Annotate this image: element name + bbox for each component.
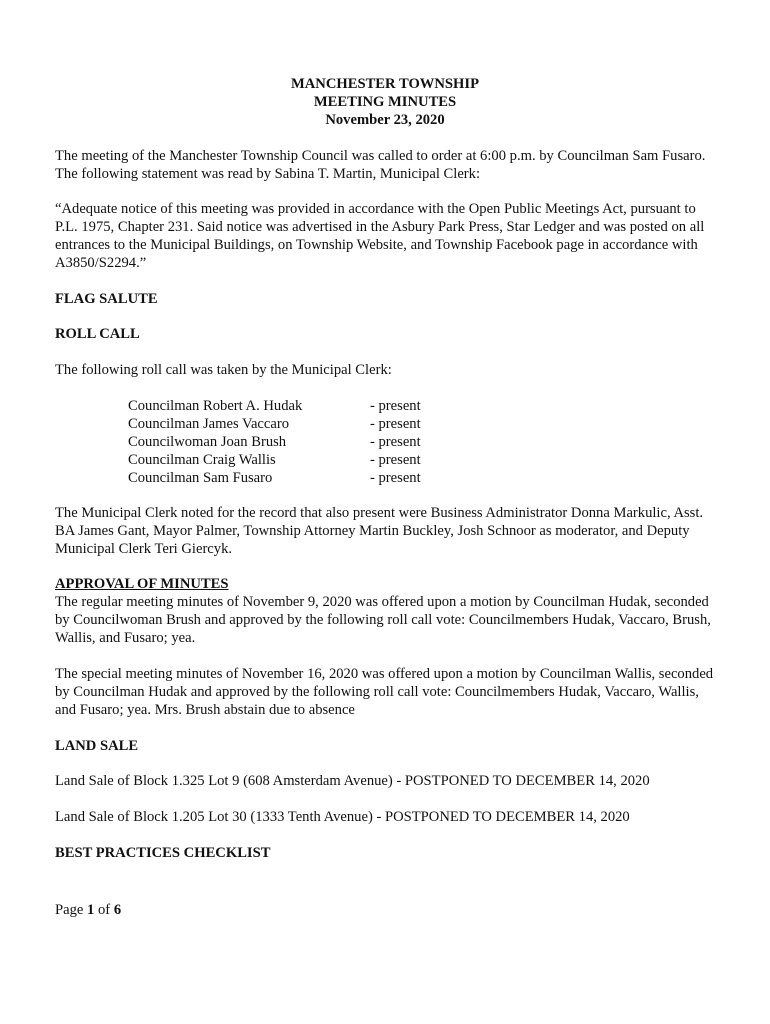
member-status: - present xyxy=(370,452,421,468)
best-practices-heading: BEST PRACTICES CHECKLIST xyxy=(55,845,271,861)
land-sale-heading: LAND SALE xyxy=(55,738,139,754)
page-footer xyxy=(55,901,121,919)
approval-paragraph-2: The special meeting minutes of November 16, 2020 was offered upon a motion by Councilman Wallis, seconded by Councilman Hudak and approved by the following roll call vote: Councilmembers Hudak, Vaccaro, Wallis, and Fusaro; yea. Mrs. Brush abstain due to absence xyxy=(55,666,714,718)
footer-page-total: 6 xyxy=(113,902,122,918)
footer-of-word: of xyxy=(97,902,111,918)
footer-page-number: 1 xyxy=(87,902,95,918)
roll-call-intro: The following roll call was taken by the Municipal Clerk: xyxy=(55,362,392,378)
footer-page-word: Page xyxy=(55,902,84,918)
roll-call-heading: ROLL CALL xyxy=(55,326,140,342)
roll-call-row xyxy=(128,397,448,415)
document-header xyxy=(55,75,715,129)
roll-call-row xyxy=(128,433,448,451)
member-name: Councilman Craig Wallis xyxy=(128,452,276,468)
header-township: MANCHESTER TOWNSHIP xyxy=(290,76,479,92)
land-sale-item-1: Land Sale of Block 1.325 Lot 9 (608 Amsterdam Avenue) - POSTPONED TO DECEMBER 14, 2020 xyxy=(55,773,650,789)
member-status: - present xyxy=(370,470,421,486)
member-status: - present xyxy=(370,434,421,450)
member-name: Councilman Sam Fusaro xyxy=(128,470,273,486)
land-sale-item-2: Land Sale of Block 1.205 Lot 30 (1333 Tenth Avenue) - POSTPONED TO DECEMBER 14, 2020 xyxy=(55,809,630,825)
approval-paragraph-1: The regular meeting minutes of November 9, 2020 was offered upon a motion by Councilman Hudak, seconded by Councilwoman Brush and approved by the following roll call vote: Councilmembers Hudak, Vaccaro, Brush, Wallis, and Fusaro; yea. xyxy=(55,594,711,646)
intro-paragraph: The meeting of the Manchester Township Council was called to order at 6:00 p.m. by Councilman Sam Fusaro. The following statement was read by Sabina T. Martin, Municipal Clerk: xyxy=(55,148,706,182)
roll-call-row xyxy=(128,451,448,469)
header-date: November 23, 2020 xyxy=(325,112,445,128)
roll-call-note: The Municipal Clerk noted for the record that also present were Business Administrator Donna Markulic, Asst. BA James Gant, Mayor Palmer, Township Attorney Martin Buckley, Josh Schnoor as moderator, and Deputy Municipal Clerk Teri Giercyk. xyxy=(55,505,704,557)
flag-salute-heading: FLAG SALUTE xyxy=(55,291,158,307)
header-title: MEETING MINUTES xyxy=(313,94,457,110)
approval-heading: APPROVAL OF MINUTES xyxy=(55,576,229,592)
roll-call-row xyxy=(128,469,448,487)
member-name: Councilman Robert A. Hudak xyxy=(128,398,303,414)
notice-paragraph: “Adequate notice of this meeting was provided in accordance with the Open Public Meetings Act, pursuant to P.L. 1975, Chapter 231. Said notice was advertised in the Asbury Park Press, Star Ledger and was posted on all entrances to the Municipal Buildings, on Township Website, and Township Facebook page in accordance with A3850/S2294.” xyxy=(55,201,705,271)
member-status: - present xyxy=(370,398,421,414)
member-name: Councilman James Vaccaro xyxy=(128,416,290,432)
roll-call-row xyxy=(128,415,448,433)
member-name: Councilwoman Joan Brush xyxy=(128,434,287,450)
member-status: - present xyxy=(370,416,421,432)
